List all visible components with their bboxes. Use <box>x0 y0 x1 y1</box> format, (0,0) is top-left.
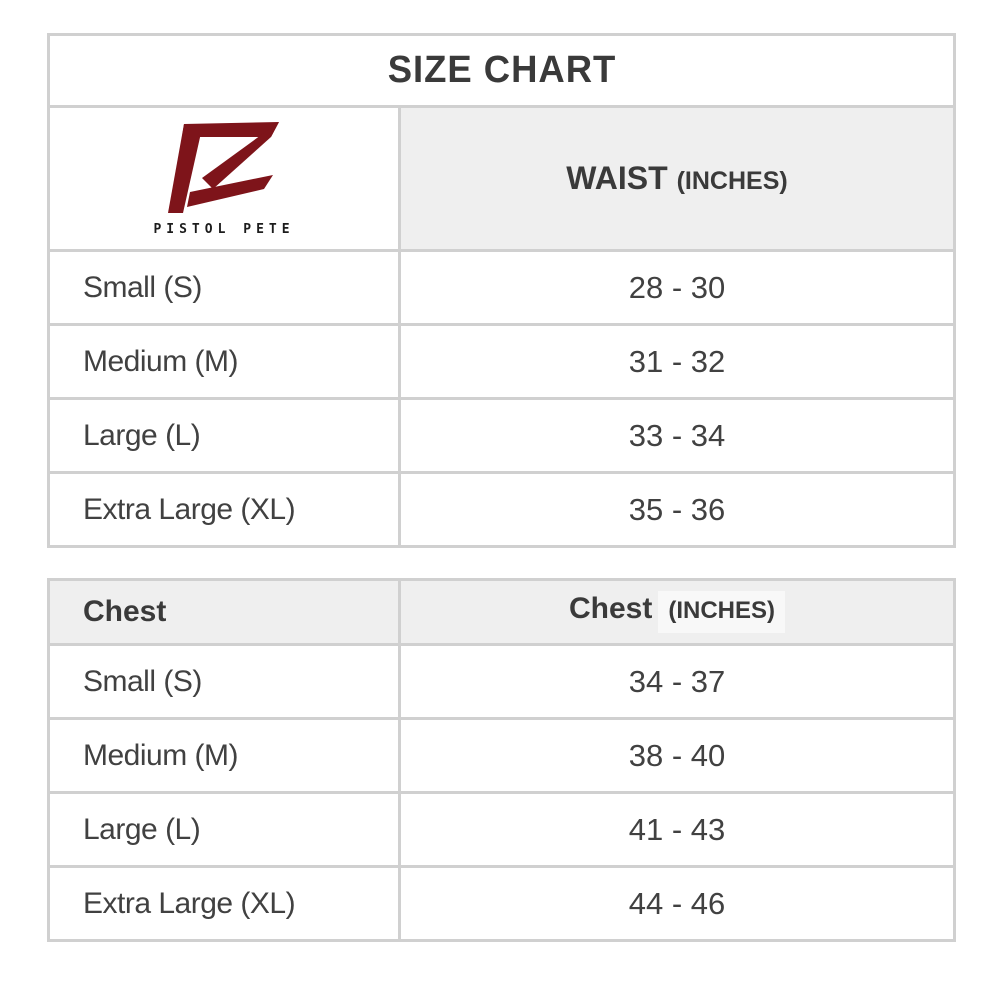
size-label: Small (S) <box>49 251 400 325</box>
size-label: Medium (M) <box>49 325 400 399</box>
brand-logo-block <box>153 121 294 237</box>
chest-header-row <box>49 580 955 645</box>
brand-wordmark: PISTOL PETE <box>153 221 295 237</box>
size-label: Large (L) <box>49 399 400 473</box>
table-row <box>49 399 955 473</box>
waist-range: 33 - 34 <box>400 399 955 473</box>
size-label: Extra Large (XL) <box>49 867 400 941</box>
pistol-pete-p2-logo-icon <box>167 121 282 216</box>
waist-header-row <box>49 107 955 251</box>
size-label: Large (L) <box>49 793 400 867</box>
waist-header-unit: (INCHES) <box>676 167 788 195</box>
size-label: Small (S) <box>49 645 400 719</box>
size-label: Medium (M) <box>49 719 400 793</box>
chest-size-table <box>47 578 956 942</box>
chest-header-cell <box>400 580 955 645</box>
table-row <box>49 325 955 399</box>
table-row <box>49 719 955 793</box>
table-row <box>49 251 955 325</box>
chest-header-label: Chest <box>568 592 653 625</box>
chest-row-header-cell: Chest <box>49 580 400 645</box>
size-label: Extra Large (XL) <box>49 473 400 547</box>
title-cell <box>49 35 955 107</box>
chest-range: 38 - 40 <box>400 719 955 793</box>
waist-range: 35 - 36 <box>400 473 955 547</box>
chest-range: 44 - 46 <box>400 867 955 941</box>
waist-header-label: WAIST <box>566 160 668 196</box>
table-row <box>49 793 955 867</box>
chest-header-unit: (INCHES) <box>658 591 785 633</box>
waist-size-table <box>47 33 956 548</box>
page-title: SIZE CHART <box>387 49 616 91</box>
waist-header-cell <box>400 107 955 251</box>
brand-logo-cell <box>49 107 400 251</box>
table-row <box>49 867 955 941</box>
title-row <box>49 35 955 107</box>
chest-range: 34 - 37 <box>400 645 955 719</box>
waist-range: 28 - 30 <box>400 251 955 325</box>
table-row <box>49 473 955 547</box>
waist-range: 31 - 32 <box>400 325 955 399</box>
table-row <box>49 645 955 719</box>
chest-range: 41 - 43 <box>400 793 955 867</box>
